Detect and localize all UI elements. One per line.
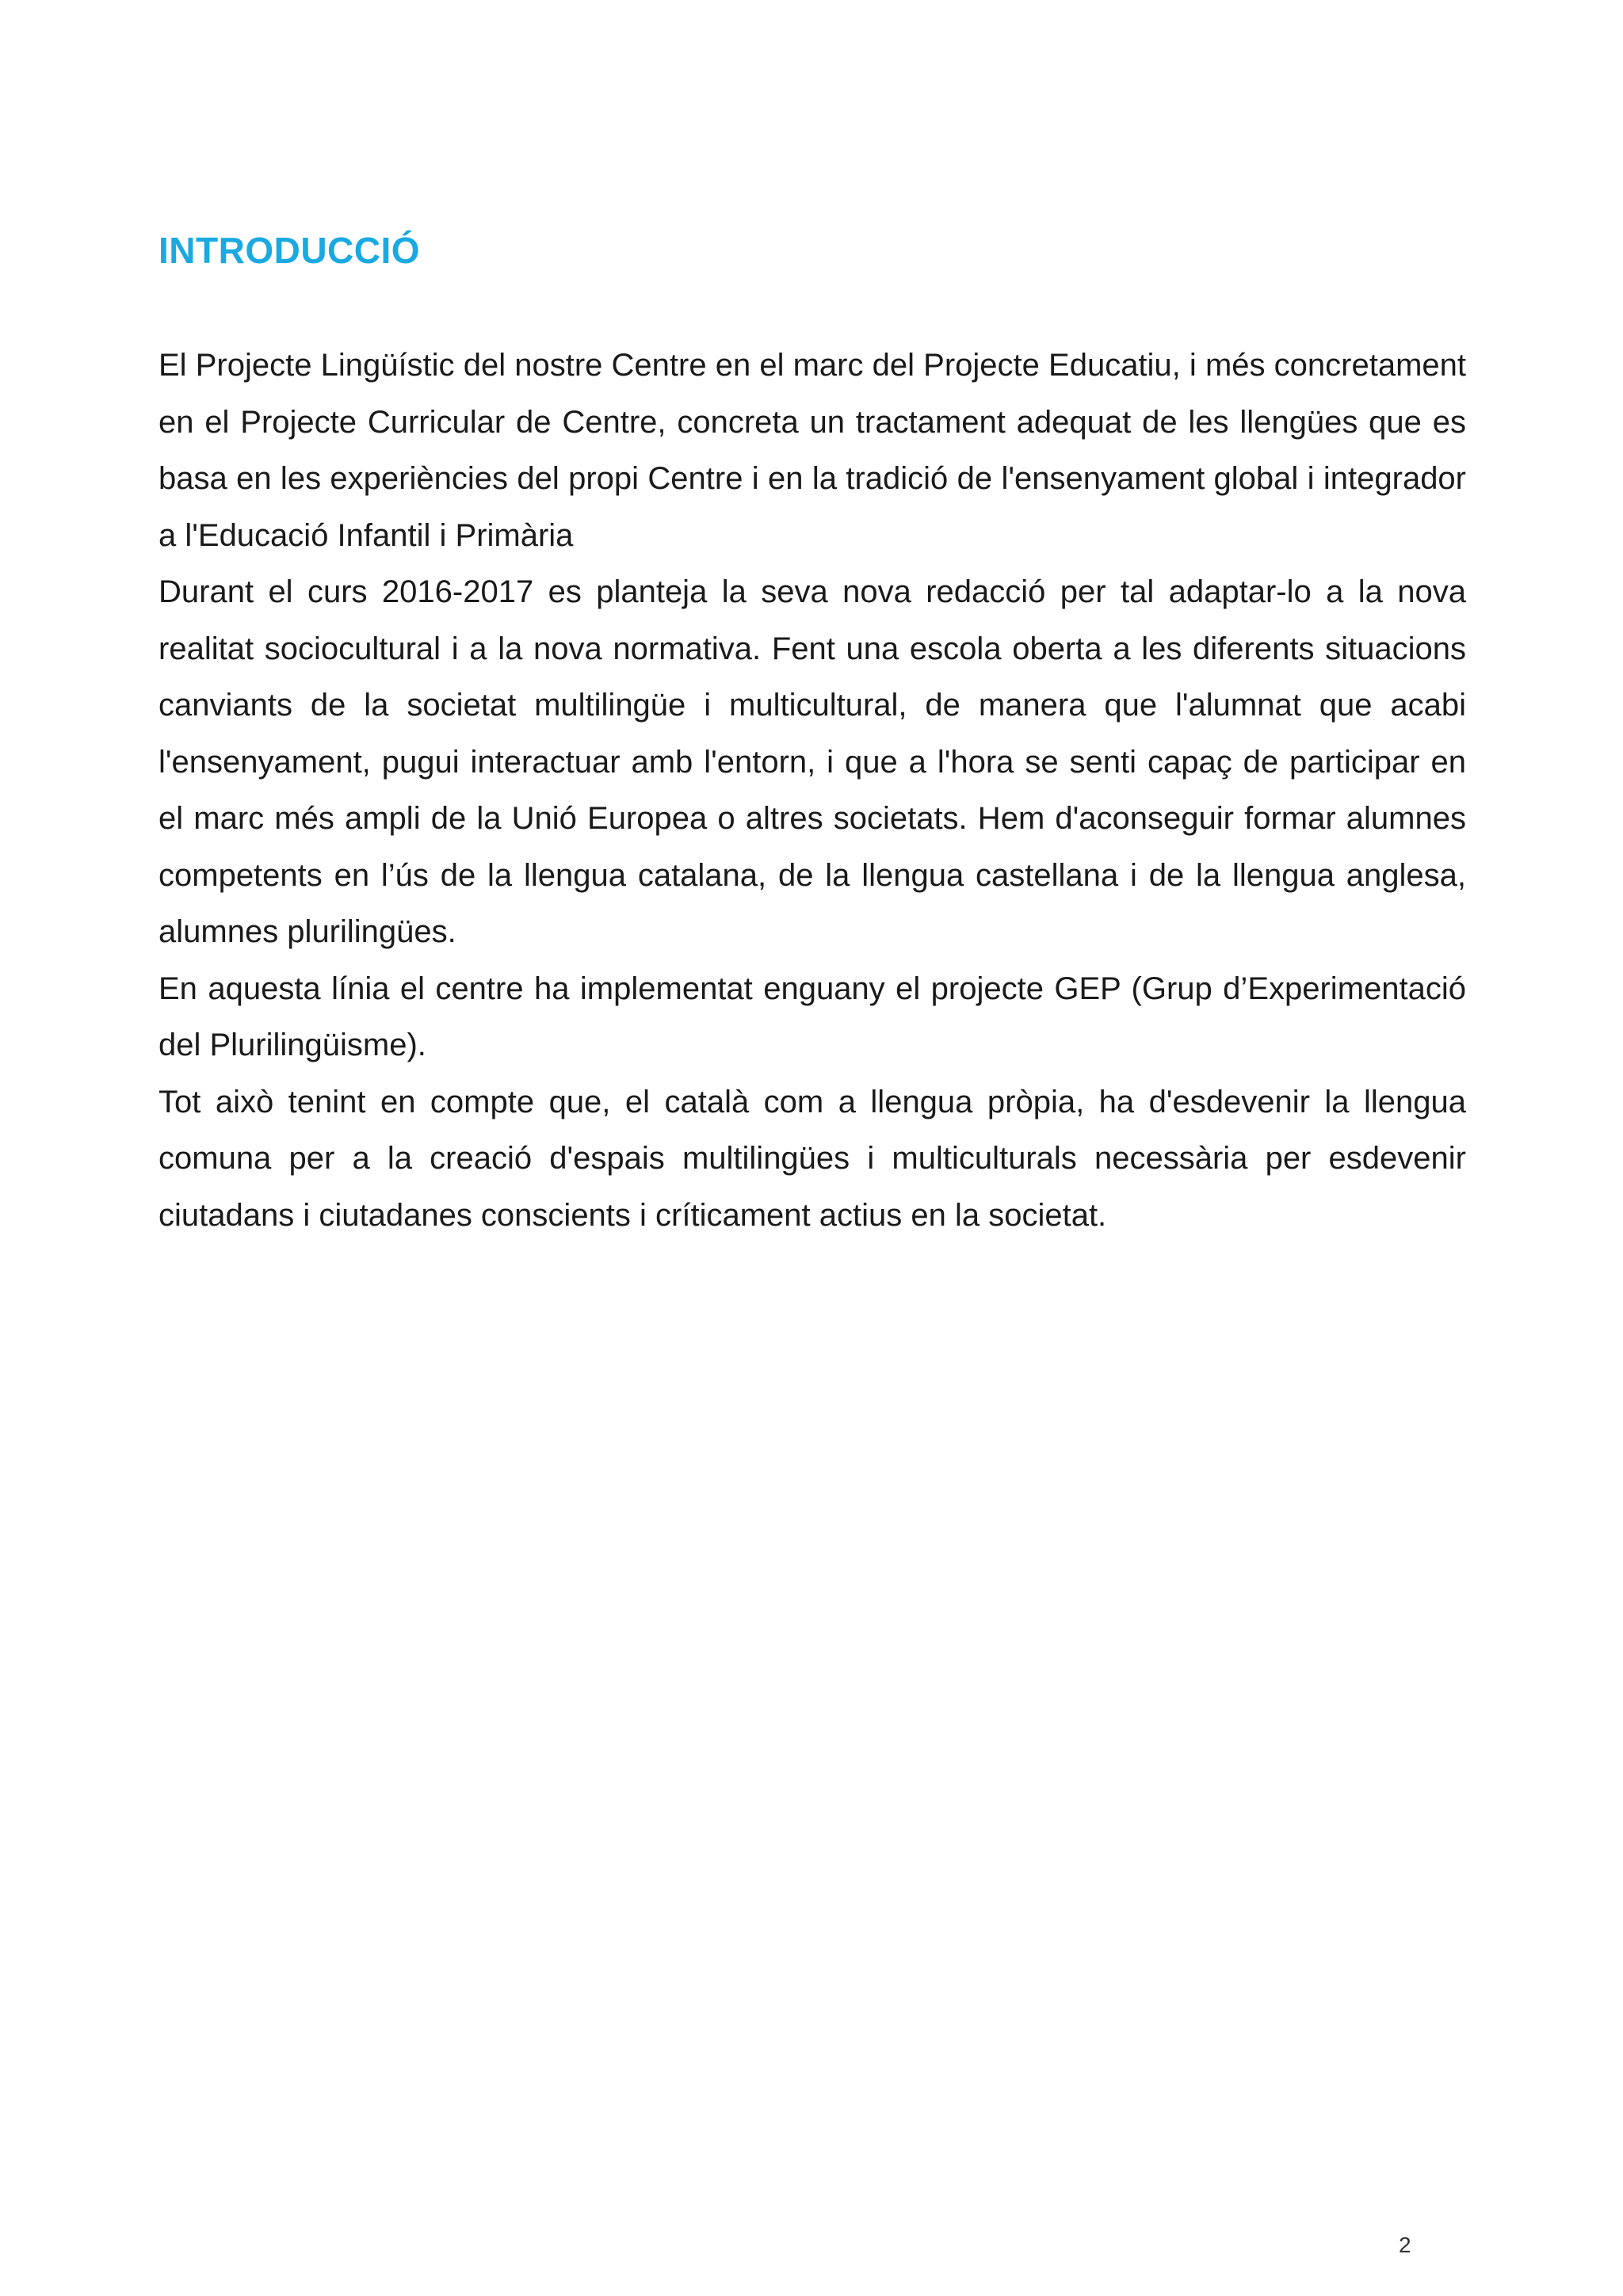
section-heading: INTRODUCCIÓ xyxy=(158,230,421,271)
paragraph: El Projecte Lingüístic del nostre Centre en el marc del Projecte Educatiu, i més concretament en el Projecte Curricular de Centre, concreta un tractament adequat de les llengües que es basa en les experiències del propi Centre i en la tradició de l'ensenyament global i integrador a l'Educació Infantil i Primària xyxy=(158,348,1466,553)
paragraph: En aquesta línia el centre ha implementat enguany el projecte GEP (Grup d’Experimentació del Plurilingüisme). xyxy=(158,971,1466,1062)
page-number: 2 xyxy=(1399,2233,1411,2257)
body-text xyxy=(158,338,1466,1244)
paragraph: Tot això tenint en compte que, el català com a llengua pròpia, ha d'esdevenir la llengua comuna per a la creació d'espais multilingües i multiculturals necessària per esdevenir ciutadans i ciutadanes conscients i críticament actius en la societat. xyxy=(158,1084,1466,1233)
paragraph: Durant el curs 2016-2017 es planteja la seva nova redacció per tal adaptar-lo a la nova realitat sociocultural i a la nova normativa. Fent una escola oberta a les diferents situacions canviants de la societat multilingüe i multicultural, de manera que l'alumnat que acabi l'ensenyament, pugui interactuar amb l'entorn, i que a l'hora se senti capaç de participar en el marc més ampli de la Unió Europea o altres societats. Hem d'aconseguir formar alumnes competents en l’ús de la llengua catalana, de la llengua castellana i de la llengua anglesa, alumnes plurilingües. xyxy=(158,574,1466,949)
